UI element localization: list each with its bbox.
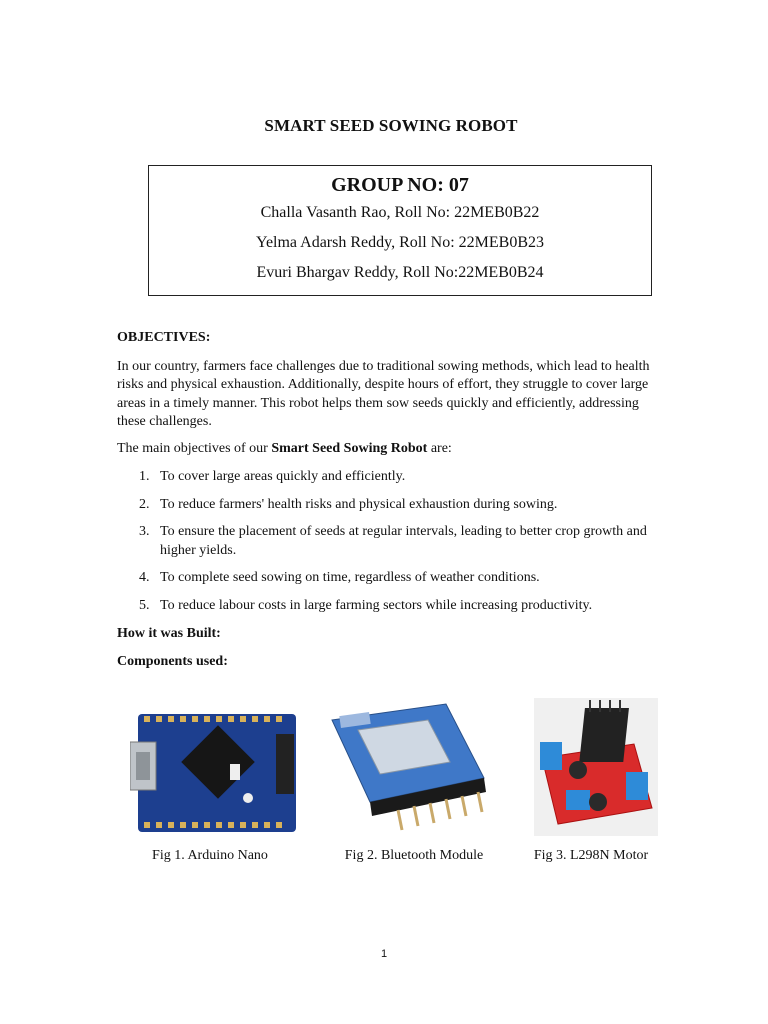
figure-caption: Fig 1. Arduino Nano <box>152 848 268 863</box>
list-number: 4. <box>139 570 150 585</box>
list-item <box>117 496 657 515</box>
list-item-text: To reduce labour costs in large farming sectors while increasing productivity. <box>160 597 593 613</box>
arduino-nano-image <box>130 706 305 836</box>
list-item <box>117 569 657 588</box>
intro-paragraph: In our country, farmers face challenges due to traditional sowing methods, which lead to health risks and physical exhaustion. Additionally, despite hours of effort, they struggle to cover large areas in a timely manner. This robot helps them sow seeds quickly and efficiently, addressing these challenges. <box>117 359 650 429</box>
objectives-heading: OBJECTIVES: <box>117 330 211 345</box>
objectives-lead <box>117 440 652 458</box>
list-number: 3. <box>139 524 150 539</box>
group-member: Evuri Bhargav Reddy, Roll No:22MEB0B24 <box>256 264 544 281</box>
group-member: Challa Vasanth Rao, Roll No: 22MEB0B22 <box>260 204 540 221</box>
list-number: 5. <box>139 597 150 613</box>
project-name: Smart Seed Sowing Robot <box>271 441 428 456</box>
how-built-heading: How it was Built: <box>117 626 221 641</box>
list-number: 2. <box>139 496 150 512</box>
list-item-text: To reduce farmers' health risks and physical exhaustion during sowing. <box>160 496 558 512</box>
list-item-text: To ensure the placement of seeds at regular intervals, leading to better crop growth and higher yields. <box>160 524 647 558</box>
group-info-box <box>148 165 652 296</box>
objectives-list <box>117 468 657 624</box>
l298n-motor-driver-image <box>534 698 658 836</box>
list-item <box>117 523 657 560</box>
group-member: Yelma Adarsh Reddy, Roll No: 22MEB0B23 <box>255 234 544 251</box>
group-number: GROUP NO: 07 <box>331 174 469 196</box>
figure-caption: Fig 3. L298N Motor <box>533 848 649 863</box>
list-number: 1. <box>139 469 150 484</box>
figure-caption: Fig 2. Bluetooth Module <box>344 848 484 863</box>
objectives-lead-text: The main objectives of our <box>117 441 272 456</box>
list-item-text: To complete seed sowing on time, regardless of weather conditions. <box>160 570 540 585</box>
bluetooth-module-image <box>328 700 488 834</box>
page-number: 1 <box>380 948 388 960</box>
objectives-lead-suffix: are: <box>427 441 452 456</box>
components-heading: Components used: <box>117 654 228 669</box>
list-item <box>117 468 657 487</box>
document-title: SMART SEED SOWING ROBOT <box>264 116 518 135</box>
list-item-text: To cover large areas quickly and efficiently. <box>160 469 406 484</box>
list-item <box>117 597 657 616</box>
